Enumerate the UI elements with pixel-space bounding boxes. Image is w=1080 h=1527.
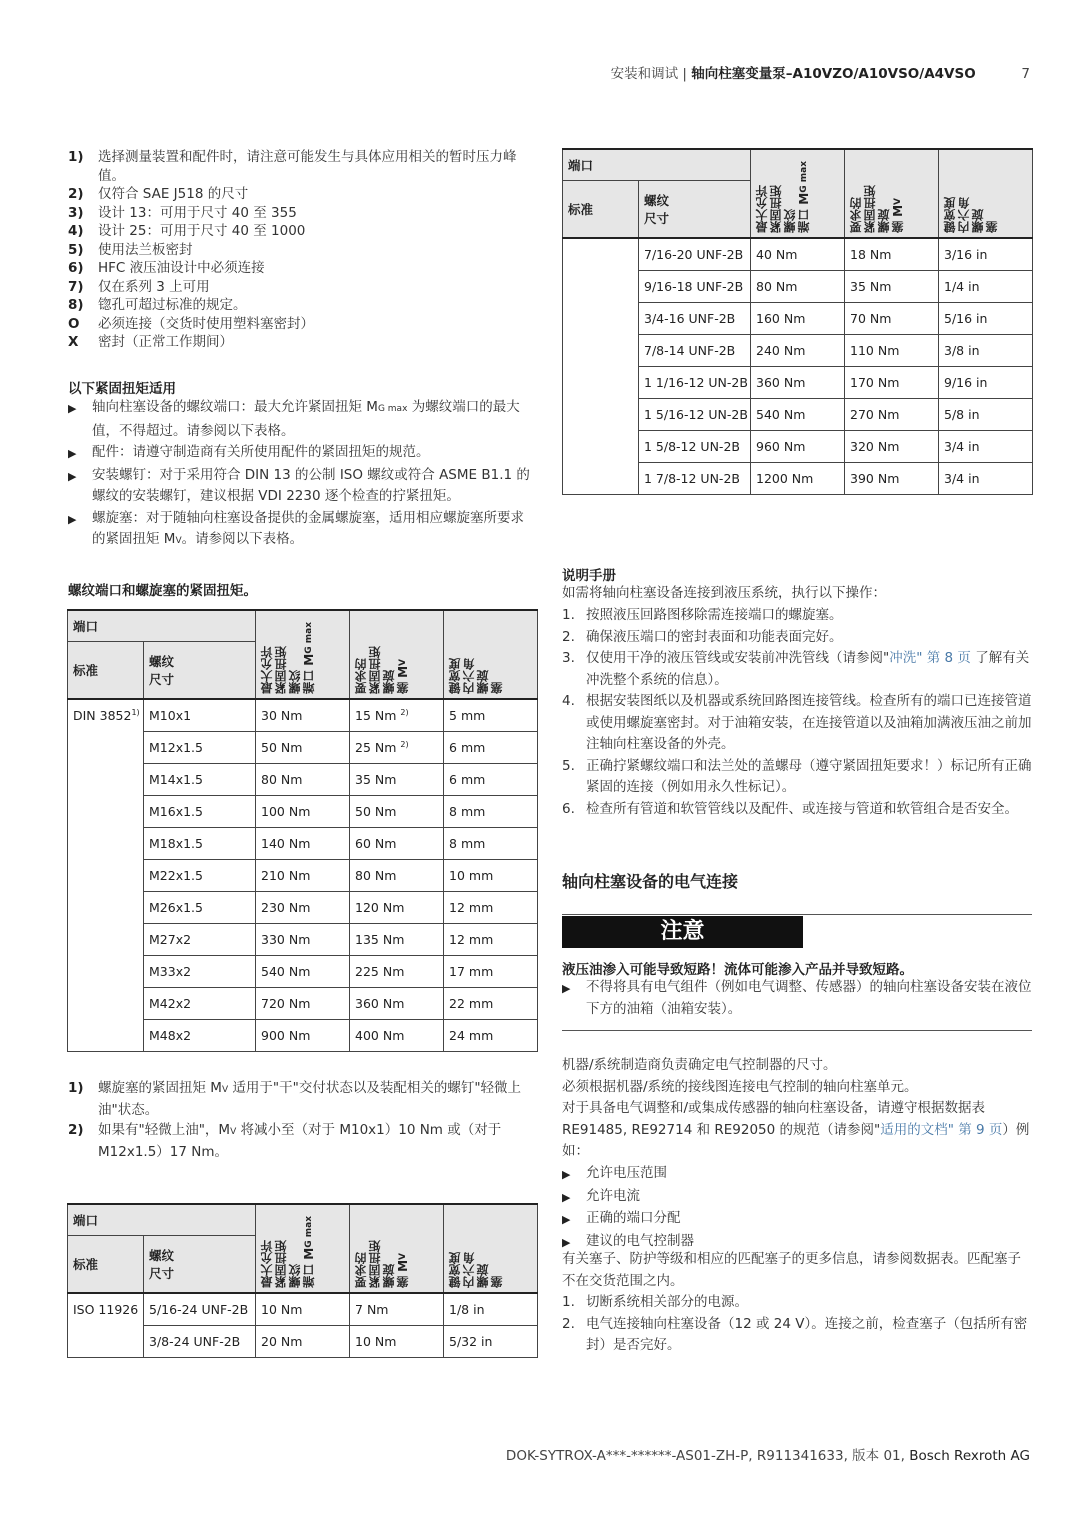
header-separator: | [682,66,692,82]
header-line: 内六角 [462,658,477,694]
bullet-text: 允许电压范围 [586,1165,667,1181]
header-line: 螺旋 [476,1264,491,1288]
footer-doc: DOK-SYTROX-A***-******-AS01-ZH-P, R911341633, 版本 01, [505,1448,905,1464]
list-item [562,1186,1032,1209]
cell-mv-text: 15 Nm [355,708,397,724]
torque-table-iso [67,1203,538,1358]
footnote-item [68,185,536,204]
footnote-text: 必须连接（交货时使用塑料塞密封） [98,315,314,332]
subscript: G max [799,161,810,193]
docs-link[interactable]: 适用的文档" 第 9 页 [880,1121,1003,1138]
cell-size: 3/8-24 UNF-2B [144,1326,256,1358]
header-hex [444,610,538,699]
cell-mv: 70 Nm [845,303,939,335]
cell-size: M27x2 [144,924,256,956]
header-line-text: 端口 M [797,192,812,233]
bullet-arrow-icon: ▶ [562,1190,571,1204]
footnote-marker: 4) [68,223,84,239]
footnote-item [68,1078,536,1120]
header-line: 螺纹 [288,670,303,694]
footnote-text: 设计 25：可用于尺寸 40 至 1000 [98,223,306,239]
header-port: 端口 [563,149,751,181]
cell-mg: 240 Nm [751,335,845,367]
header-line: 最大允许 [260,1240,275,1288]
footnote-item [68,241,536,260]
list-item [562,756,1032,799]
step-number: 2. [562,1315,575,1332]
cell-mg: 50 Nm [256,732,350,764]
bullet-arrow-icon: ▶ [68,512,77,526]
torque-heading: 以下紧固扭矩适用 [68,381,176,397]
cell-hex: 3/16 in [939,238,1033,271]
cell-mv: 7 Nm [350,1293,444,1326]
step-text: 正确拧紧螺纹端口和法兰处的盖螺母（遵守紧固扭矩要求！）标记所有正确紧固的连接（例如用永久性标记）。 [586,757,1032,795]
header-line: 内六角 [957,197,972,233]
header-max-torque [256,1204,350,1293]
cell-hex: 5/16 in [939,303,1033,335]
superscript: 2) [400,707,409,717]
standard-cell [563,238,639,495]
header-standard: 标准 [68,642,144,700]
header-line: 塞 [490,1276,505,1288]
footnote-text: 螺旋塞的紧固扭矩 M [98,1080,222,1096]
page-header [611,62,1030,82]
cell-size: 3/4-16 UNF-2B [639,303,751,335]
table-row [68,699,538,732]
footnote-marker: 8) [68,297,84,313]
step-number: 2. [562,628,575,645]
cell-hex: 10 mm [444,860,538,892]
footnote-item [68,259,536,278]
header-line: 紧固扭矩 [863,185,878,233]
cell-hex: 9/16 in [939,367,1033,399]
cell-size: M16x1.5 [144,796,256,828]
list-item [68,465,536,508]
footnote-marker: 3) [68,204,84,221]
header-line: 螺旋 [382,1264,397,1288]
list-item [562,1163,1032,1186]
paragraph: 必须根据机器/系统的接线图连接电气控制的轴向柱塞单元。 [562,1078,918,1095]
footnote-item [68,222,536,241]
paragraph-text: 对于具备电气调整和/或集成传感器的轴向柱塞设备，请遵守根据数据表 RE91485, RE92714 和 RE92050 的规范（请参阅" [562,1100,986,1138]
header-line: 螺纹 [288,1264,303,1288]
cell-hex: 12 mm [444,892,538,924]
cell-mg: 40 Nm [751,238,845,271]
footnote-text: HFC 液压油设计中必须连接 [98,260,265,276]
cell-mg: 720 Nm [256,988,350,1020]
cell-mg: 80 Nm [256,764,350,796]
header-line: 尺寸 [149,672,175,687]
header-line: 紧固扭矩 [274,1240,289,1288]
step-number: 6. [562,800,575,817]
step-text: 仅使用干净的液压管线或安装前冲洗管线（请参阅" [586,650,890,666]
header-port: 端口 [68,1204,256,1236]
header-line-text: 塞 M [396,665,411,694]
cell-hex: 6 mm [444,764,538,796]
cell-mv: 170 Nm [845,367,939,399]
header-line: 紧固扭矩 [368,646,383,694]
footnote-text: 适用于"干"交付状态以及装配相关的螺钉"轻微上油"状态。 [98,1080,522,1118]
step-number: 1. [562,1294,575,1310]
header-max-torque [751,149,845,238]
header-line: 塞 [985,221,1000,233]
bullet-text: 轴向柱塞设备的螺纹端口：最大允许紧固扭矩 M [92,399,378,415]
list-item [562,1292,1032,1314]
step-text: 了解有关冲洗整个系统的信息）。 [586,650,1030,688]
cell-size: M33x2 [144,956,256,988]
bullet-text: 建议的电气控制器 [586,1232,694,1249]
torque-bullets [68,397,536,553]
cell-mv: 400 Nm [350,1020,444,1052]
torque-table-iso-continued [562,148,1033,495]
step-text: 按照液压回路图移除需连接端口的螺旋塞。 [586,607,843,623]
header-line: 键宽度 [448,1252,463,1288]
step-number: 3. [562,650,575,666]
cell-hex: 5/8 in [939,399,1033,431]
subscript: V [221,1085,229,1095]
cell-hex: 1/4 in [939,271,1033,303]
cell-size: 7/16-20 UNF-2B [639,238,751,271]
warning-title: 液压油渗入可能导致短路！流体可能渗入产品并导致短路。 [562,962,913,978]
standard-cell [68,699,144,1052]
header-line [797,161,811,233]
cell-mv: 120 Nm [350,892,444,924]
cell-hex: 6 mm [444,732,538,764]
subscript: G max [377,404,408,414]
step-number: 4. [562,693,575,709]
cell-mg: 330 Nm [256,924,350,956]
header-line: 螺旋 [971,209,986,233]
cell-mv: 80 Nm [350,860,444,892]
cell-mv: 50 Nm [350,796,444,828]
instructions-heading: 说明手册 [562,568,616,584]
standard-cell: ISO 11926 [68,1293,144,1358]
footnote-marker: 1) [68,1080,84,1096]
electrical-body [562,1055,1032,1163]
footnote-item [68,204,536,223]
header-line-text: 塞 M [891,204,906,233]
cell-hex: 17 mm [444,956,538,988]
header-line: 螺旋 [476,670,491,694]
list-item [562,648,1032,691]
cell-mv: 135 Nm [350,924,444,956]
list-item [68,442,536,465]
cell-hex: 3/4 in [939,463,1033,495]
header-line: 最大允许 [260,646,275,694]
cell-mg: 20 Nm [256,1326,350,1358]
header-port: 端口 [68,610,256,642]
cell-mv: 110 Nm [845,335,939,367]
cell-size: M18x1.5 [144,828,256,860]
cell-size: 9/16-18 UNF-2B [639,271,751,303]
bullet-text: 为螺纹端口的最大值，不得超过。请参阅以下表格。 [92,399,520,439]
cell-size: M22x1.5 [144,860,256,892]
paragraph-text: ）例如： [562,1121,1030,1159]
header-line: 键宽度 [943,197,958,233]
header-line: 螺纹 [783,209,798,233]
cell-mv: 225 Nm [350,956,444,988]
list-item [562,627,1032,649]
step-text: 电气连接轴向柱塞设备（12 或 24 V）。连接之前，检查塞子（包括所有密封）是否完好。 [586,1315,1028,1353]
cell-size: M14x1.5 [144,764,256,796]
header-hex [444,1204,538,1293]
cell-mg: 160 Nm [751,303,845,335]
footnote-marker: 5) [68,241,84,258]
list-item [562,1314,1032,1357]
cell-size: M48x2 [144,1020,256,1052]
bullet-text: 螺旋塞：对于随轴向柱塞设备提供的金属螺旋塞，适用相应螺旋塞所要求的紧固扭矩 M [92,509,524,547]
cell-mv: 35 Nm [350,764,444,796]
header-title: 轴向柱塞变量泵–A10VZO/A10VSO/A4VSO [691,66,976,82]
paragraph: 机器/系统制造商负责确定电气控制器的尺寸。 [562,1057,837,1073]
cell-mv: 360 Nm [350,988,444,1020]
list-item [562,605,1032,627]
bullet-arrow-icon: ▶ [68,447,77,460]
header-line [302,1216,316,1288]
cell-hex: 8 mm [444,828,538,860]
footnote-text: 设计 13：可用于尺寸 40 至 355 [98,204,297,221]
cell-size: 7/8-14 UNF-2B [639,335,751,367]
header-line: 紧固扭矩 [274,646,289,694]
footnote-item [68,1120,536,1162]
footnote-item [68,278,536,297]
page-number: 7 [1021,66,1030,82]
cell-size: 1 1/16-12 UN-2B [639,367,751,399]
cell-size: 1 7/8-12 UN-2B [639,463,751,495]
cell-mv: 390 Nm [845,463,939,495]
step-text: 根据安装图纸以及机器或系统回路图连接管线。检查所有的端口已连接管道或使用螺旋塞密封。对于油箱安装，在连接管道以及油箱加满液压油之前加注轴向柱塞设备的外壳。 [586,693,1032,752]
header-line-text: 端口 M [302,653,317,694]
footnote-marker: X [68,334,79,350]
header-line: 尺寸 [149,1266,175,1281]
cell-mg: 540 Nm [256,956,350,988]
cell-mg: 1200 Nm [751,463,845,495]
cell-mv-text: 25 Nm [355,740,397,756]
cell-mg: 80 Nm [751,271,845,303]
cell-mg: 210 Nm [256,860,350,892]
superscript: 1) [131,708,140,717]
cell-size: 1 5/8-12 UN-2B [639,431,751,463]
header-line: 要求的 [354,658,369,694]
subscript: G max [304,622,315,654]
electrical-p4: 有关塞子、防护等级和相应的匹配塞子的更多信息，请参阅数据表。匹配塞子不在交货范围之内。 [562,1251,1021,1289]
step-text: 检查所有管道和软管管线以及配件、或连接与管道和软管组合是否安全。 [586,800,1018,817]
footnote-item [68,148,536,185]
table-row [68,1293,538,1326]
list-item [562,799,1032,821]
cell-size: M26x1.5 [144,892,256,924]
footnote-text: 密封（正常工作期间） [98,334,233,350]
subscript: V [230,1127,237,1137]
footnote-text: 锪孔可超过标准的规定。 [98,297,247,313]
footnote-text: 使用法兰板密封 [98,241,193,258]
table-notes [68,1078,536,1162]
superscript: 2) [400,739,409,749]
notice-bottom-rule [562,1030,1032,1031]
header-line: 最大允许 [755,185,770,233]
warning-bullets [562,977,1032,1020]
bullet-text: 配件：请遵守制造商有关所使用配件的紧固扭矩的规范。 [92,444,430,460]
bullet-text: 不得将具有电气组件（例如电气调整、传感器）的轴向柱塞设备安装在液位下方的油箱（油箱安装）。 [586,979,1032,1017]
list-item [562,1208,1032,1231]
cell-hex: 5/32 in [444,1326,538,1358]
footnote-text: 仅在系列 3 上可用 [98,278,210,295]
header-hex [939,149,1033,238]
header-line: 螺纹 [149,654,175,669]
header-req-torque [350,1204,444,1293]
list-item [68,397,536,442]
cell-size: M42x2 [144,988,256,1020]
footnotes-list [68,148,536,352]
cell-size: M10x1 [144,699,256,732]
cell-hex: 24 mm [444,1020,538,1052]
cell-mg: 30 Nm [256,699,350,732]
footnote-item [68,333,536,352]
cell-mv: 60 Nm [350,828,444,860]
footnote-text: 如果有"轻微上油"，M [98,1122,231,1138]
step-text: 确保液压端口的密封表面和功能表面完好。 [586,628,843,645]
footnote-text: 选择测量装置和配件时，请注意可能发生与具体应用相关的暂时压力峰值。 [98,149,517,184]
subscript: V [398,658,409,666]
subscript: V [893,197,904,205]
cell-mg: 360 Nm [751,367,845,399]
header-line: 螺纹 [149,1248,175,1263]
footer-company: Bosch Rexroth AG [909,1448,1030,1464]
header-line [396,659,410,694]
footnote-marker: 1) [68,149,84,165]
cell-mg: 140 Nm [256,828,350,860]
paragraph [562,1098,1032,1163]
footnote-text: 仅符合 SAE J518 的尺寸 [98,186,249,202]
header-line-text: 端口 M [302,1247,317,1288]
notice-top-rule [562,914,1032,915]
cell-mv: 35 Nm [845,271,939,303]
page-footer [506,1444,1030,1464]
cell-mv [350,732,444,764]
electrical-heading: 轴向柱塞设备的电气连接 [562,872,739,891]
header-line: 要求的 [849,197,864,233]
footnote-item [68,315,536,334]
bullet-text: 正确的端口分配 [586,1210,681,1226]
table-title: 螺纹端口和螺旋塞的紧固扭矩。 [68,583,257,599]
bullet-arrow-icon: ▶ [562,1168,571,1181]
header-thread-size [639,181,751,239]
header-section: 安装和调试 [610,66,679,82]
subscript: V [175,536,182,546]
cell-hex: 1/8 in [444,1293,538,1326]
cell-hex: 3/8 in [939,335,1033,367]
torque-table-din [67,609,538,1052]
cell-mg: 960 Nm [751,431,845,463]
footnote-item [68,296,536,315]
cell-hex: 8 mm [444,796,538,828]
header-line: 螺旋 [877,209,892,233]
cell-mg: 540 Nm [751,399,845,431]
cell-mv: 320 Nm [845,431,939,463]
header-req-torque [845,149,939,238]
cell-size: M12x1.5 [144,732,256,764]
header-line: 塞 [490,682,505,694]
header-line [302,622,316,694]
subscript: G max [304,1216,315,1248]
bullet-arrow-icon: ▶ [562,982,571,995]
header-thread-size [144,1236,256,1294]
header-line: 键宽度 [448,658,463,694]
bullet-text: 安装螺钉：对于采用符合 DIN 13 的公制 ISO 螺纹或符合 ASME B1.1 的螺纹的安装螺钉，建议根据 VDI 2230 逐个检查的拧紧扭矩。 [92,466,530,504]
subscript: V [398,1252,409,1260]
header-standard: 标准 [68,1236,144,1294]
header-thread-size [144,642,256,700]
header-line: 螺纹 [644,193,670,208]
list-item [562,691,1032,756]
step-number: 5. [562,757,575,774]
table-row [563,238,1033,271]
notice-label: 注意 [562,916,803,948]
cell-hex: 3/4 in [939,431,1033,463]
footnote-text: 将减小至（对于 M10x1）10 Nm 或（对于 M12x1.5）17 Nm。 [98,1122,502,1160]
footnote-marker: 2) [68,186,84,202]
header-req-torque [350,610,444,699]
instructions-steps [562,605,1032,820]
cell-mv [350,699,444,732]
instructions-intro: 如需将轴向柱塞设备连接到液压系统，执行以下操作： [562,585,886,601]
cell-mg: 10 Nm [256,1293,350,1326]
header-line: 紧固扭矩 [368,1240,383,1288]
step-text: 切断系统相关部分的电源。 [586,1294,748,1310]
cell-mg: 100 Nm [256,796,350,828]
bullet-text: 。请参阅以下表格。 [181,531,304,547]
cell-size: 5/16-24 UNF-2B [144,1293,256,1326]
cell-mv: 270 Nm [845,399,939,431]
flush-link[interactable]: 冲洗" 第 8 页 [889,650,971,666]
step-number: 1. [562,607,575,623]
cell-hex: 5 mm [444,699,538,732]
bullet-arrow-icon: ▶ [68,469,77,483]
electrical-bullets [562,1163,1032,1253]
list-item [68,508,536,553]
header-line [891,198,905,233]
header-line-text: 塞 M [396,1259,411,1288]
bullet-arrow-icon: ▶ [562,1235,571,1249]
bullet-arrow-icon: ▶ [68,402,77,415]
header-line: 要求的 [354,1252,369,1288]
list-item [562,977,1032,1020]
bullet-text: 允许电流 [586,1187,640,1204]
cell-mg: 900 Nm [256,1020,350,1052]
cell-mg: 230 Nm [256,892,350,924]
standard-text: DIN 3852 [73,708,132,724]
header-line: 紧固扭矩 [769,185,784,233]
header-line [396,1253,410,1288]
header-line: 螺旋 [382,670,397,694]
header-line: 内六角 [462,1252,477,1288]
cell-size: 1 5/16-12 UN-2B [639,399,751,431]
footnote-marker: O [68,315,80,332]
footnote-marker: 6) [68,260,84,276]
cell-mv: 10 Nm [350,1326,444,1358]
bullet-arrow-icon: ▶ [562,1213,571,1226]
cell-hex: 12 mm [444,924,538,956]
footnote-marker: 7) [68,278,84,295]
header-standard: 标准 [563,181,639,239]
cell-hex: 22 mm [444,988,538,1020]
footnote-marker: 2) [68,1122,84,1138]
header-line: 尺寸 [644,211,670,226]
electrical-steps [562,1292,1032,1357]
header-max-torque [256,610,350,699]
cell-mv: 18 Nm [845,238,939,271]
